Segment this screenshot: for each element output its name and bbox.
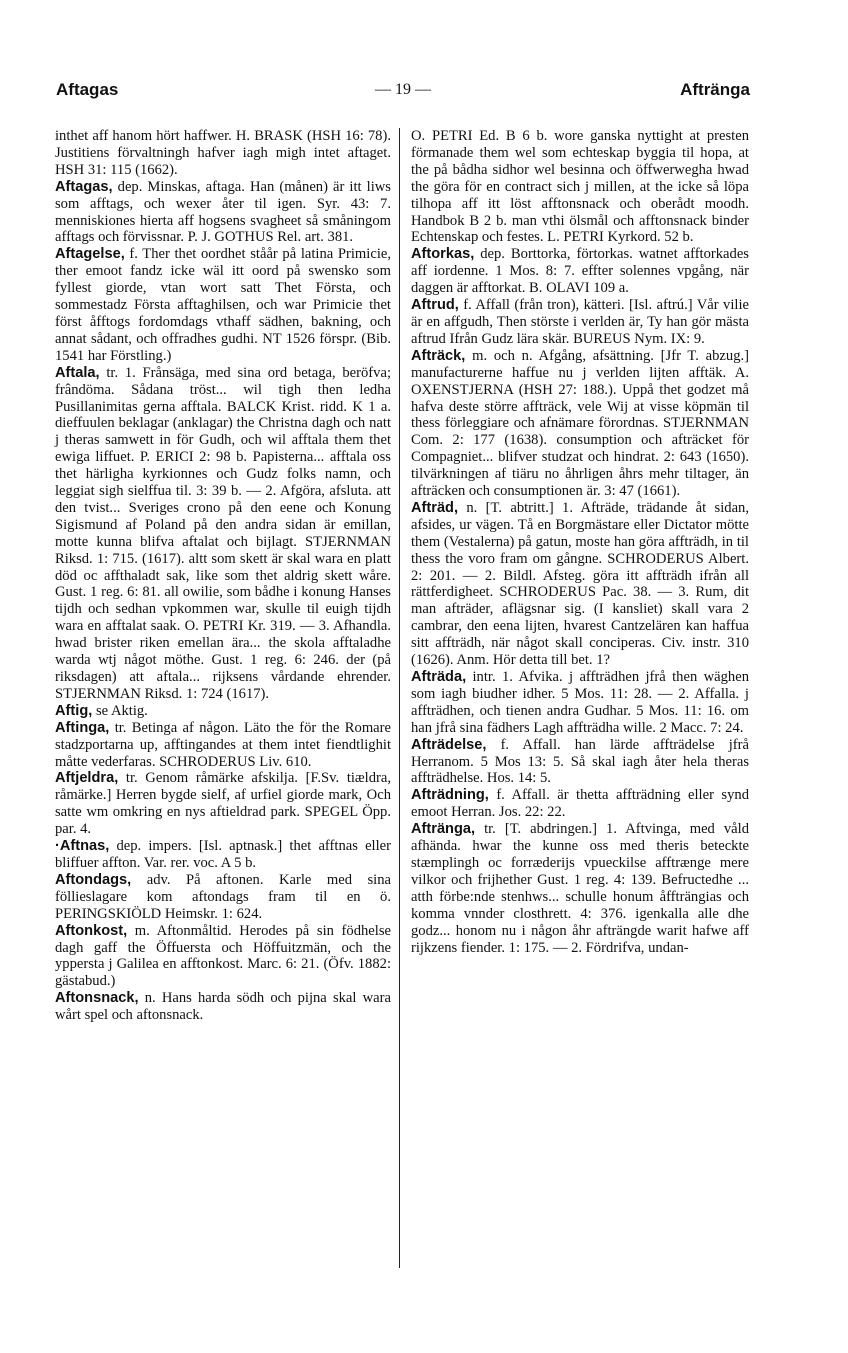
dictionary-entry [411, 787, 749, 821]
entry-body: n. Hans harda södh och pijna skal wara wårt spel och aftonsnack. [55, 990, 391, 1024]
page-number: — 19 — [375, 81, 431, 98]
left-column [55, 128, 391, 1024]
entry-headword: Aftrud, [411, 297, 459, 314]
dictionary-entry [411, 348, 749, 500]
entry-body: dep. impers. [Isl. aptnask.] thet afftnas eller bliffuer affton. Var. rer. voc. A 5 b. [55, 838, 391, 871]
entry-body: dep. Minskas, aftaga. Han (månen) är itt liws som afftags, och wexer åter til igen. Syr. 43: 7. menniskiones hierta aff hogsens svagheet så småningom afftags och förvissnar. P. J. GOTHUS Rel. art. 381. [55, 178, 391, 246]
entry-body: f. Affall. han lärde affträdelse jfrå Herranom. 5 Mos 13: 5. Så skal iagh åter hela theras affträdhelse. Hos. 14: 5. [411, 736, 749, 787]
entry-body: n. [T. abtritt.] 1. Afträde, trädande åt sidan, afsides, ur vägen. Tå en Borgmästare eller Dictator mötte them (Vestalerna) på gatun, moste han göra affträdh, in til thess the voro fram om gångne. SCHRODERUS Albert. 2: 201. — 2. Bildl. Afsteg. göra itt affträdh ifrån all rättferdigheet. SCHRODERUS Pac. 38. — 3. Rum, dit man afträder, aflägsnar sig. (I kansliet) skall vara 2 cambrar, den eena lijten, hvarest Cantzelären kan haffua sitt affträdh, när något skall conciperas. Civ. instr. 310 (1626). Anm. Hör detta till bet. 1? [411, 499, 749, 669]
dictionary-entry [55, 703, 391, 720]
entry-body: tr. Betinga af någon. Läto the för the Romare stadzportarna up, afftingandes at them intet fiendtlighit måtte vederfaras. SCHRODERUS Liv. 610. [55, 719, 391, 770]
entry-headword: Aftonkost, [55, 922, 128, 939]
entry-body: dep. Borttorka, förtorkas. watnet afftorkades aff iordenne. 1 Mos. 8: 7. effter solennes vpgång, när daggen är afftorkat. B. OLAVI 109 a. [411, 246, 749, 297]
entry-body: f. Affall. är thetta affträdning eller synd emoot Herran. Jos. 22: 22. [411, 787, 749, 821]
dictionary-entry [55, 923, 391, 991]
entry-body: f. Ther thet oordhet ståår på latina Primicie, ther emoot fandz icke wäl itt oord på swensko som fyllest giorde, vtan wort satt Thet Första, och sommestadz Första afftaghilsen, och war Primicie thet först åfftogs fordomdags vthaff sädhen, bakning, och annat sådant, och offradhes gudhi. NT 1526 förspr. (Bib. 1541 har Förstling.) [55, 246, 391, 364]
entry-headword: Aftig, [55, 702, 93, 719]
dictionary-entry [55, 365, 391, 703]
entry-headword: Afträdning, [411, 787, 489, 804]
dictionary-entry [55, 128, 391, 179]
column-divider [399, 128, 400, 1268]
dictionary-entry [55, 246, 391, 364]
dictionary-entry [411, 737, 749, 788]
entry-body: f. Affall (från tron), kätteri. [Isl. aftrú.] Vår vilie är en affgudh, Then störste i verlden är, Ty han gör mästa aftrud Ifrån Gudz lära skär. BUREUS Nym. IX: 9. [411, 297, 749, 347]
dictionary-entry [55, 872, 391, 923]
entry-headword: Aftondags, [55, 871, 132, 888]
entry-body: se Aktig. [92, 702, 148, 719]
entry-headword: Aftagas, [55, 178, 113, 195]
entry-body: m. och n. Afgång, afsättning. [Jfr T. abzug.] manufacturerne haffue nu j verlden lijten afftäk. A. OXENSTJERNA (HSH 27: 188.). Uppå thet godzet må hafva deste större affträck, vele Wij at visse köpmän til thess förleggiare och afnämare förordnas. STJERNMAN Com. 2: 177 (1638). consumption och afträcket för Compagniet... blifver studzat och hindrat. 2: 643 (1650). tilvärkningen af tiäru no åhrligen åhrs mehr tiltager, än afträcken och consumptionen är. 3: 47 (1661). [411, 347, 749, 500]
entry-headword: Aftinga, [55, 719, 110, 736]
dictionary-entry [411, 246, 749, 297]
entry-body: tr. Genom råmärke afskilja. [F.Sv. tiældra, råmärke.] Herren bygde sielf, af urfiel giorde mark, Och satte wm omkring en nys aftieldrad park. SPEGEL Öpp. par. 4. [55, 770, 391, 838]
entry-headword: Aftagelse, [55, 246, 125, 263]
left-running-headword: Aftagas [56, 80, 119, 99]
entry-headword: Aftonsnack, [55, 990, 139, 1007]
entry-headword: Afträda, [411, 669, 467, 685]
dictionary-entry [411, 500, 749, 669]
dictionary-entry [411, 297, 749, 348]
dictionary-entry [411, 821, 749, 956]
dictionary-entry [55, 838, 391, 872]
entry-headword: ·Aftnas, [55, 838, 110, 855]
entry-body: adv. På aftonen. Karle med sina föllieslagare kom aftondags fram til en ö. PERINGSKIÖLD Heimskr. 1: 624. [55, 871, 391, 922]
entry-body: tr. 1. Frånsäga, med sina ord betaga, beröfva; frândöma. Sådana tröst... wil tigh then ledha Pusillanimitas gerna afftala. BALCK Krist. ridd. K 1 a. dieffuulen beklagar (anklagar) the Christna dagh och natt j theras samwett in för Gudh, och wil afftala them thet ewiga liffuet. P. ERICI 2: 98 b. Papisterna... afftala oss thet härligha kyrkionnes och Gudz folks namn, och leggiat sigh sielffua til. 3: 39 b. — 2. Afgöra, afsluta. att den tvist... Sveriges crono på den eene och Konung Sigismund af Poland på den andra sidan är emillan, motte kunna blifva aftalat och bijlagt. STJERNMAN Riksd. 1: 715. (1617). altt som skett är skal wara en platt död oc affthaladt sak, like som thet aldrig skett wåre. Gust. 1 reg. 6: 81. all owilie, som bådhe i konung Hanses tijdh och sedhan vpkommen war, skulle til euigh tijdh wara en afftalat saak. O. PETRI Kr. 319. — 3. Afhandla. hwad brister riken emellan ära... the skola afftaladhe warda wtj något möthe. Gust. 1 reg. 6: 246. der (på riksdagen) att aftala... rijksens vårdande ehrender. STJERNMAN Riksd. 1: 724 (1617). [55, 364, 391, 702]
entry-headword: Afträd, [411, 499, 459, 516]
right-running-headword: Afträngа [680, 80, 750, 99]
dictionary-entry [411, 669, 749, 737]
entry-body: O. PETRI Ed. B 6 b. wore ganska nyttight at presten förmanade them wel som echteskap byggia til hopa, at the på bådha sidhor wel besinna och öffwerwegha hwad the göra för en contract sich j millen, at the icke så löpa tilhopa aff itt löst afftonsnack och oberådt moodh. Handbok B 2 b. man vthi ölsmål och afftonsnack binder Echtenskap och festes. L. PETRI Kyrkord. 52 b. [411, 128, 749, 246]
entry-headword: Aftorkas, [411, 246, 475, 263]
entry-body: m. Aftonmåltid. Herodes på sin födhelse dagh gaff the Öffuersta och Höffuitzmän, och the yppersta j Galilea en afftonkost. Marc. 6: 21. (Öfv. 1882: gästabud.) [55, 922, 391, 990]
entry-body: tr. [T. abdringen.] 1. Aftvinga, med våld afhända. hwar the kunne oss med theris beteckte stæmplingh oc forræderijs vpueckilse afftrænge mere vilkor och frijhether Gust. 1 reg. 4: 139. Befructedhe ... atth förbe:nde stenhws... schulle honum åffträngias och komma vnnder closthrett. 4: 376. igenkalla alle dhe godz... honom nu i någon åhr afträngde warit hafwe aff rijkzens fiender. 1: 175. — 2. Fördrifva, undan- [411, 821, 749, 956]
entry-body: intr. 1. Afvika. j affträdhen jfrå then wäghen som iagh biudher idher. 5 Mos. 11: 28. — 2. Affalla. j affträdhen, och tienen andra Gudhar. 5 Mos. 11: 16. om han jfrå sina fädhers Lagh affträdha wille. 2 Macc. 7: 24. [411, 669, 749, 736]
entry-headword: Aftala, [55, 364, 100, 381]
running-header [56, 80, 750, 106]
entry-headword: Afträdelse, [411, 736, 487, 753]
entry-headword: Afträck, [411, 347, 466, 364]
dictionary-entry [55, 179, 391, 247]
entry-headword: Aftjeldra, [55, 770, 119, 787]
dictionary-entry [55, 770, 391, 838]
dictionary-entry [55, 990, 391, 1024]
right-column [411, 128, 749, 956]
dictionary-entry [55, 720, 391, 771]
entry-headword: Afträngа, [411, 821, 476, 838]
entry-body: inthet aff hanom hört haffwer. H. BRASK (HSH 16: 78). Justitiens förvaltningh hafver iagh migh intet aftaget. HSH 31: 115 (1662). [55, 128, 391, 178]
dictionary-entry [411, 128, 749, 246]
